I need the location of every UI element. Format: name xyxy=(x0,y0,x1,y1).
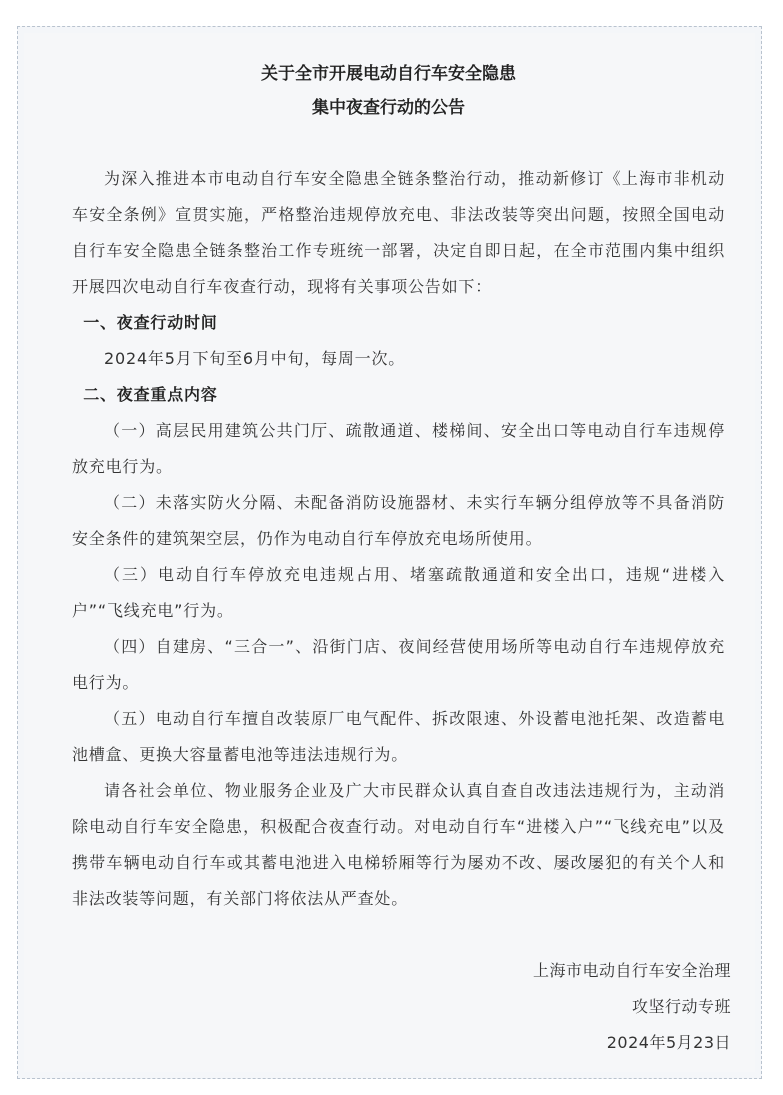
section-2-item-2: （二）未落实防火分隔、未配备消防设施器材、未实行车辆分组停放等不具备消防安全条件的建筑架空层，仍作为电动自行车停放充电场所使用。 xyxy=(72,493,725,548)
section-2-heading: 二、夜查重点内容 xyxy=(83,385,218,404)
intro-paragraph: 为深入推进本市电动自行车安全隐患全链条整治行动，推动新修订《上海市非机动车安全条例》宣贯实施，严格整治违规停放充电、非法改装等突出问题，按照全国电动自行车安全隐患全链条整治工作专班统一部署，决定自即日起，在全市范围内集中组织开展四次电动自行车夜查行动，现将有关事项公告如下： xyxy=(72,169,725,296)
signature-block xyxy=(533,953,731,1061)
announcement-text xyxy=(72,161,725,917)
title-line-1: 关于全市开展电动自行车安全隐患 xyxy=(261,64,516,84)
closing-paragraph: 请各社会单位、物业服务企业及广大市民群众认真自查自改违法违规行为，主动消除电动自行车安全隐患，积极配合夜查行动。对电动自行车“进楼入户”“飞线充电”以及携带车辆电动自行车或其蓄电池进入电梯轿厢等行为屡劝不改、屡改屡犯的有关个人和非法改装等问题，有关部门将依法从严查处。 xyxy=(72,781,725,908)
document-body xyxy=(24,33,755,1072)
section-2-item-3: （三）电动自行车停放充电违规占用、堵塞疏散通道和安全出口，违规“进楼入户”“飞线充电”行为。 xyxy=(72,565,725,620)
signature-org-line-1: 上海市电动自行车安全治理 xyxy=(532,961,731,980)
title-line-2: 集中夜查行动的公告 xyxy=(312,98,465,118)
section-1-text: 2024年5月下旬至6月中旬，每周一次。 xyxy=(104,349,406,368)
signature-date: 2024年5月23日 xyxy=(606,1033,731,1052)
document-frame xyxy=(17,26,762,1079)
section-1-heading: 一、夜查行动时间 xyxy=(83,313,218,332)
section-2-item-1: （一）高层民用建筑公共门厅、疏散通道、楼梯间、安全出口等电动自行车违规停放充电行为。 xyxy=(72,421,725,476)
section-2-item-5: （五）电动自行车擅自改装原厂电气配件、拆改限速、外设蓄电池托架、改造蓄电池槽盒、更换大容量蓄电池等违法违规行为。 xyxy=(72,709,725,764)
signature-org-line-2: 攻坚行动专班 xyxy=(631,997,731,1016)
section-2-item-4: （四）自建房、“三合一”、沿街门店、夜间经营使用场所等电动自行车违规停放充电行为。 xyxy=(72,637,725,692)
document-title xyxy=(52,57,725,125)
